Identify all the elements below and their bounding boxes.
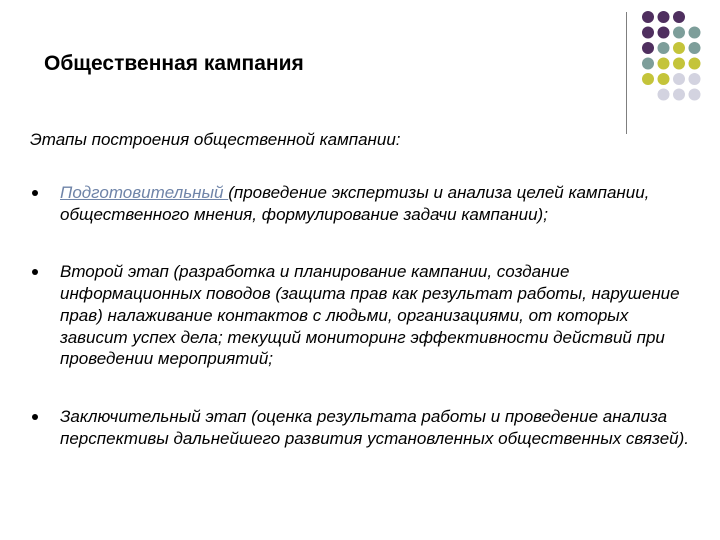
bullet-item xyxy=(30,182,700,225)
decorative-dot xyxy=(642,11,654,23)
bullet-dot-icon xyxy=(32,269,38,275)
divider-line xyxy=(626,12,627,134)
decorative-dot xyxy=(689,42,701,54)
bullet-dot-icon xyxy=(32,190,38,196)
bullet-dot-icon xyxy=(32,414,38,420)
bullet-text: Второй этап (разработка и планирование кампании, создание информационных поводов (защита прав как результат работы, нарушение прав) налаживание контактов с людьми, организациями, от которых зависит успех дела; текущий мониторинг эффективности действий при проведении мероприятий; xyxy=(60,262,680,369)
decorative-dot xyxy=(689,27,701,39)
slide-title: Общественная кампания xyxy=(44,52,304,75)
decorative-dot xyxy=(689,73,701,85)
decorative-dot xyxy=(658,27,670,39)
decorative-dot xyxy=(658,89,670,101)
decorative-dot xyxy=(689,58,701,70)
decorative-dot xyxy=(689,89,701,101)
decorative-dot xyxy=(658,42,670,54)
bullet-list xyxy=(30,182,700,449)
decorative-dot xyxy=(673,58,685,70)
preparatory-link[interactable]: Подготовительный xyxy=(60,183,229,202)
bullet-text: (проведение экспертизы и анализа целей кампании, общественного мнения, формулирование задачи кампании); xyxy=(60,183,650,224)
decorative-dot xyxy=(673,42,685,54)
slide-subtitle: Этапы построения общественной кампании: xyxy=(30,130,401,149)
decorative-dot xyxy=(673,27,685,39)
decorative-dot xyxy=(642,58,654,70)
decorative-dot xyxy=(673,89,685,101)
decorative-dot xyxy=(642,42,654,54)
decorative-dot xyxy=(658,11,670,23)
decorative-dot xyxy=(658,73,670,85)
bullet-item xyxy=(30,261,700,370)
decorative-dot xyxy=(658,58,670,70)
decorative-dot xyxy=(673,11,685,23)
decorative-dot xyxy=(673,73,685,85)
bullet-text: Заключительный этап (оценка результата работы и проведение анализа перспективы дальнейшего развития установленных общественных связей). xyxy=(60,406,690,448)
bullet-item xyxy=(30,406,700,449)
decorative-dot xyxy=(642,73,654,85)
decorative-dot xyxy=(642,27,654,39)
